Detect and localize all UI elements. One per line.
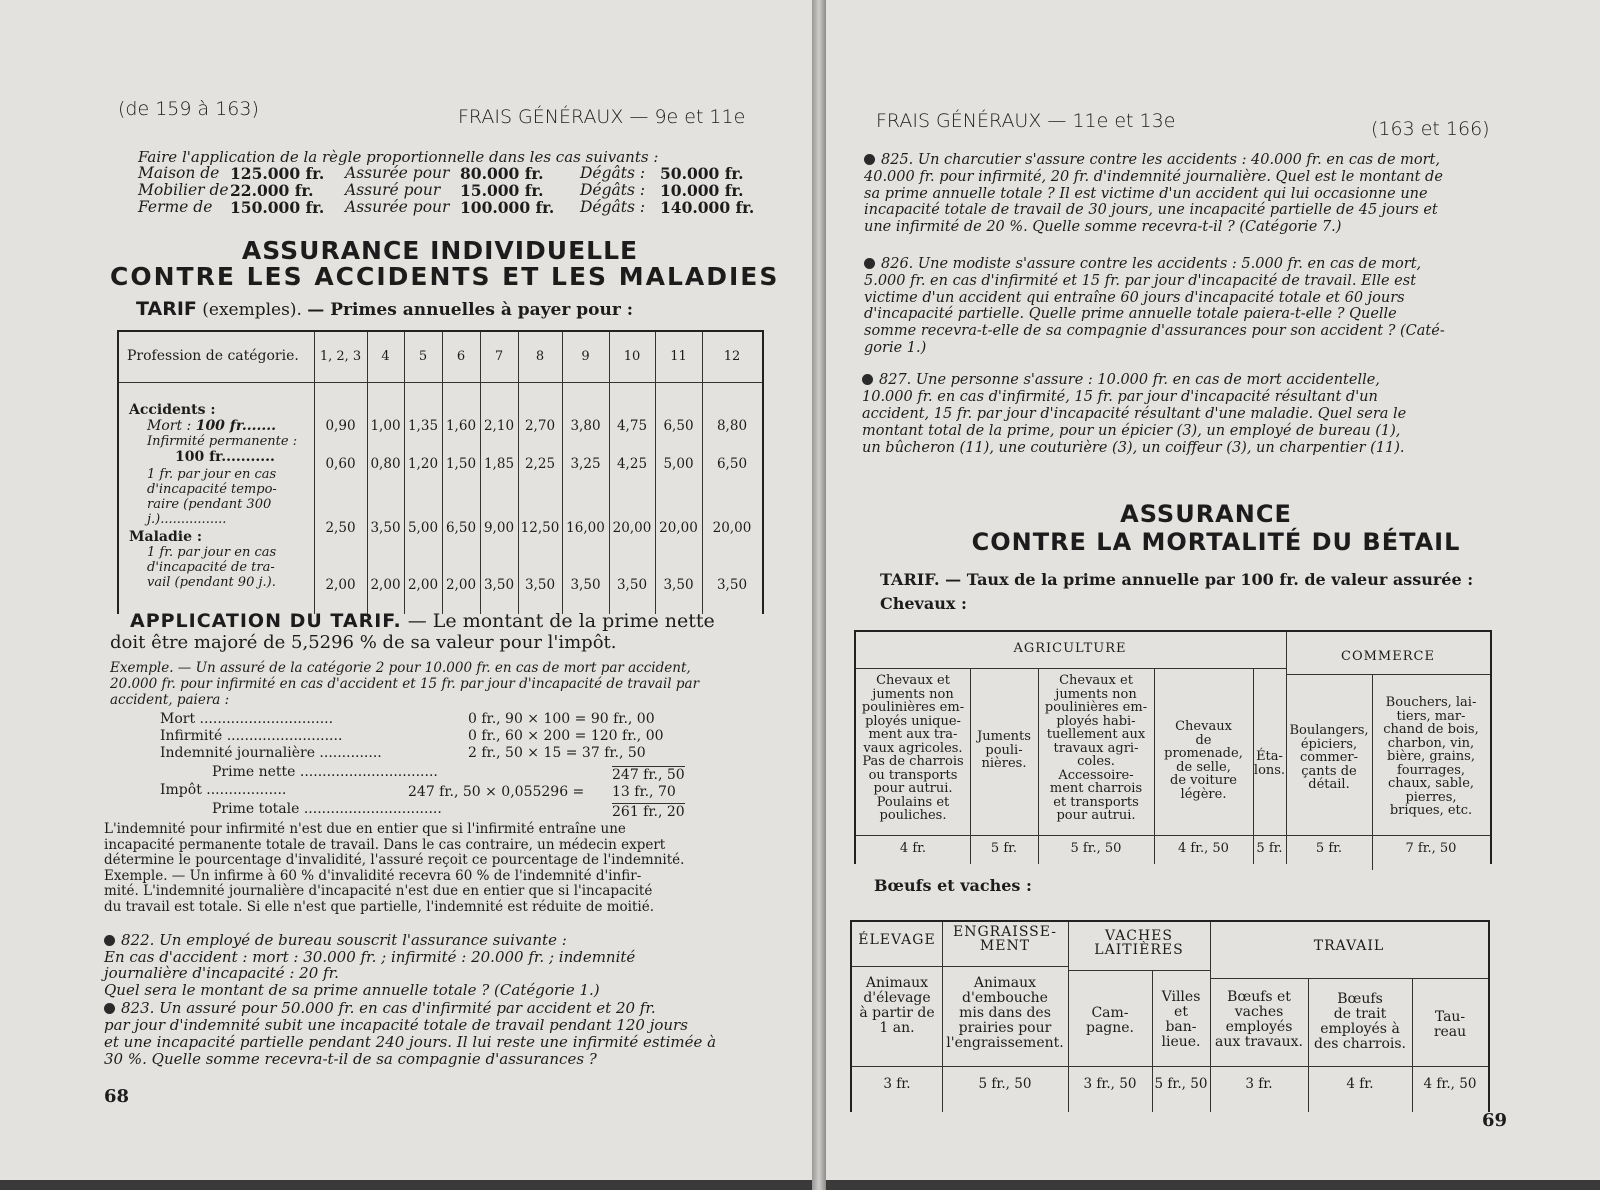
col-profession-header: Profession de catégorie.: [127, 348, 299, 364]
chevaux-desc-cell: [970, 730, 1038, 771]
case-cell: Assurée pour: [345, 164, 450, 182]
cell-line: 1 an.: [879, 1020, 915, 1036]
cell-line: pour autrui.: [873, 781, 953, 796]
cell-line: juments non: [872, 686, 954, 702]
chevaux-table: [854, 630, 1492, 864]
boeufs-header: [942, 926, 1068, 953]
case-cell: Assurée pour: [345, 198, 450, 216]
exercise-827: [862, 372, 1522, 457]
table-value: 3,50: [524, 577, 556, 593]
application-heading: APPLICATION DU TARIF. — Le montant de la prime nette: [130, 610, 715, 632]
cell-line: Boulangers,: [1289, 723, 1369, 738]
chevaux-desc-cell: [1286, 724, 1372, 792]
table-value: 16,00: [566, 520, 605, 536]
agriculture-header: AGRICULTURE: [1013, 641, 1127, 656]
table-value: 20,00: [612, 520, 652, 536]
cell-line: ÉLEVAGE: [858, 932, 936, 948]
cell-line: l'engraissement.: [946, 1035, 1064, 1051]
boeufs-desc-cell: [1308, 992, 1412, 1052]
boeufs-desc-cell: [1068, 1006, 1152, 1036]
table-value: 1,50: [445, 456, 477, 472]
right-header-title: FRAIS GÉNÉRAUX — 11e et 13e: [876, 110, 1176, 132]
exercise-822: [104, 932, 752, 998]
p823-line: 30 %. Quelle somme recevra-t-il de sa compagnie d'assurances ?: [104, 1050, 597, 1068]
cell-line: lieue.: [1161, 1034, 1201, 1050]
bullet-icon: [864, 258, 875, 269]
maladie-incapacity-label: [147, 545, 276, 590]
cell-line: à partir de: [859, 1005, 935, 1021]
cell-line: promenade,: [1164, 746, 1243, 761]
cell-line: ment charrois: [1049, 781, 1143, 796]
boeufs-header: [852, 934, 942, 948]
p825-line: sa prime annuelle totale ? Il est victime d'un accident qui lui occasionne une: [864, 185, 1428, 202]
case-cell: 10.000 fr.: [660, 181, 744, 200]
cell-line: d'élevage: [863, 990, 931, 1006]
p822-line: journalière d'incapacité : 20 fr.: [104, 964, 339, 982]
betail-title-1: ASSURANCE: [1120, 500, 1292, 528]
cell-line: ban-: [1165, 1019, 1197, 1035]
p823-line: et une incapacité partielle pendant 240 jours. Il lui reste une infirmité estimée à: [104, 1033, 717, 1051]
table-value: 20,00: [659, 520, 698, 536]
column-divider: [609, 332, 610, 614]
cell-line: de trait: [1333, 1006, 1387, 1022]
boeufs-desc-cell: [1412, 1010, 1488, 1040]
indemnity-line: Exemple. — Un infirme à 60 % d'invalidité recevra 60 % de l'indemnité d'infir-: [104, 867, 642, 884]
boeufs-rate: 4 fr., 50: [1423, 1076, 1477, 1092]
cell-line: nières.: [981, 756, 1027, 771]
prime-totale-value: 261 fr., 20: [612, 804, 685, 820]
cell-line: tuellement aux: [1046, 727, 1146, 742]
cell-line: briques, etc.: [1389, 803, 1473, 818]
table-value: 2,10: [483, 418, 515, 434]
case-cell: Maison de: [138, 164, 220, 182]
tarif-rest: — Primes annuelles à payer pour :: [307, 300, 633, 320]
indemnity-paragraph: [104, 822, 752, 915]
cell-line: pouliches.: [879, 808, 947, 823]
bullet-icon: [864, 154, 875, 165]
boeufs-rate: 3 fr.: [883, 1076, 911, 1092]
boeufs-header: [1210, 940, 1488, 954]
prime-nette-label: Prime nette ...............................: [212, 764, 438, 780]
page-number-right: 69: [1482, 1110, 1508, 1131]
cell-line: bière, grains,: [1387, 749, 1475, 764]
table-value: 5,00: [663, 456, 694, 472]
table-value: 4,75: [616, 418, 648, 434]
category-header: 4: [381, 349, 390, 364]
boeufs-header: [1068, 930, 1210, 957]
boeufs-rate: 3 fr., 50: [1083, 1076, 1137, 1092]
boeufs-rate: 5 fr., 50: [978, 1076, 1032, 1092]
label-line: d'incapacité de tra-: [147, 560, 275, 575]
table-value: 8,80: [716, 418, 748, 434]
table-value: 2,70: [524, 418, 556, 434]
category-header: 6: [456, 349, 466, 364]
table-value: 3,50: [570, 577, 601, 593]
category-header: 7: [494, 349, 504, 364]
table-value: 20,00: [712, 520, 752, 536]
cell-line: charbon, vin,: [1387, 735, 1475, 751]
cell-line: pouli-: [985, 742, 1023, 758]
table-value: 9,00: [483, 520, 515, 536]
table-value: 1,35: [407, 418, 439, 434]
commerce-header: COMMERCE: [1341, 649, 1435, 664]
p825-line: incapacité totale de travail de 30 jours, une incapacité partielle de 45 jours et: [864, 202, 1438, 219]
tarif-line: [136, 298, 633, 320]
cell-line: Accessoire-: [1058, 767, 1134, 783]
chevaux-desc-cell: [856, 674, 970, 823]
cell-line: ENGRAISSE-: [953, 924, 1057, 940]
chevaux-rate: 7 fr., 50: [1405, 841, 1457, 856]
boeufs-desc-cell: [1152, 990, 1210, 1050]
case-cell: Ferme de: [138, 198, 213, 216]
p827-line: un bûcheron (11), une couturière (3), un coiffeur (3), un charpentier (11).: [862, 440, 1405, 456]
cell-line: TRAVAIL: [1313, 938, 1385, 954]
cell-line: employés: [1225, 1019, 1293, 1035]
example-line: Exemple. — Un assuré de la catégorie 2 pour 10.000 fr. en cas de mort par accident,: [110, 660, 691, 676]
cell-line: MENT: [979, 937, 1031, 954]
exercise-823: [104, 1000, 752, 1068]
table-value: 0,80: [370, 456, 401, 472]
cell-line: ployés unique-: [865, 713, 961, 729]
table-value: 2,00: [445, 577, 477, 593]
chevaux-desc-cell: [1253, 750, 1286, 777]
table-value: 3,50: [716, 577, 748, 593]
cell-line: de voiture: [1170, 773, 1237, 788]
calc-label: Indemnité journalière ..............: [160, 745, 382, 761]
cell-line: poulinières em-: [1044, 700, 1148, 715]
cell-line: VACHES: [1104, 928, 1173, 944]
indemnity-line: mité. L'indemnité journalière d'incapacité n'est due en entier que si l'incapacité: [104, 883, 653, 899]
cell-line: Animaux: [865, 975, 929, 991]
case-cell: Dégâts :: [580, 164, 646, 182]
table-value: 1,20: [407, 456, 439, 472]
case-cell: 15.000 fr.: [460, 181, 544, 200]
calc-value: 2 fr., 50 × 15 = 37 fr., 50: [468, 745, 646, 761]
chevaux-rate: 5 fr.: [1256, 841, 1283, 856]
p822-line: Quel sera le montant de sa prime annuelle totale ? (Catégorie 1.): [104, 980, 600, 999]
exercise-intro: Faire l'application de la règle proportionnelle dans les cas suivants :: [138, 148, 659, 166]
p827-line: 827. Une personne s'assure : 10.000 fr. en cas de mort accidentelle,: [862, 372, 1522, 389]
p826-line: 5.000 fr. en cas d'infirmité et 15 fr. par jour d'incapacité de travail. Elle est: [864, 272, 1417, 289]
case-cell: 150.000 fr.: [230, 198, 325, 217]
table-value: 3,25: [570, 456, 601, 472]
mort-row-label: Mort : 100 fr.......: [147, 418, 277, 434]
case-cell: Dégâts :: [580, 198, 646, 216]
cell-line: et transports: [1053, 794, 1139, 810]
cell-line: mis dans des: [959, 1005, 1051, 1021]
cell-line: Tau-: [1434, 1009, 1466, 1025]
cell-line: ou transports: [868, 767, 958, 783]
table-value: 3,50: [663, 577, 694, 593]
boeufs-desc-cell: [852, 976, 942, 1036]
category-header: 8: [535, 349, 545, 364]
table-value: 2,50: [325, 520, 356, 536]
p825-line: 40.000 fr. pour infirmité, 20 fr. d'indemnité journalière. Quel est le montant de: [864, 168, 1443, 185]
table-value: 2,00: [407, 577, 439, 593]
example-line: accident, paiera :: [110, 692, 230, 708]
cell-line: LAITIÈRES: [1094, 941, 1184, 958]
category-header: 9: [581, 349, 590, 364]
p826-line: gorie 1.): [864, 339, 927, 356]
column-divider: [655, 332, 656, 614]
table-value: 6,50: [716, 456, 748, 472]
table-value: 4,25: [616, 456, 648, 472]
tarif-paren: (exemples).: [202, 300, 302, 320]
cell-line: légère.: [1180, 786, 1227, 802]
chevaux-rate: 5 fr., 50: [1070, 841, 1122, 856]
bullet-icon: [862, 374, 873, 385]
prime-nette-value: 247 fr., 50: [612, 767, 685, 783]
maladie-label: Maladie :: [129, 529, 203, 545]
p823-line: 823. Un assuré pour 50.000 fr. en cas d'infirmité par accident et 20 fr.: [104, 1000, 752, 1017]
cell-line: d'embouche: [962, 990, 1048, 1006]
example-paragraph: [110, 660, 750, 708]
book-gutter: [812, 0, 826, 1190]
boeufs-rate: 3 fr.: [1245, 1076, 1273, 1092]
table-value: 6,50: [445, 520, 477, 536]
cell-line: tiers, mar-: [1396, 708, 1466, 724]
boeufs-rate: 4 fr.: [1346, 1076, 1374, 1092]
accidents-label: Accidents :: [129, 402, 216, 418]
cell-line: Bœufs et: [1227, 989, 1291, 1005]
column-divider: [480, 332, 481, 614]
column-divider: [314, 332, 315, 614]
cell-line: poulinières em-: [861, 700, 965, 715]
section-title-2: CONTRE LES ACCIDENTS ET LES MALADIES: [110, 262, 780, 291]
cell-line: ment aux tra-: [868, 727, 958, 742]
left-header-title: FRAIS GÉNÉRAUX — 9e et 11e: [458, 106, 746, 128]
impot-value: 13 fr., 70: [612, 784, 676, 800]
column-divider: [442, 332, 443, 614]
cell-line: pagne.: [1085, 1020, 1135, 1036]
case-cell: 140.000 fr.: [660, 198, 755, 217]
cell-line: Villes: [1161, 989, 1201, 1005]
case-cell: 22.000 fr.: [230, 181, 314, 200]
p825-line: 825. Un charcutier s'assure contre les accidents : 40.000 fr. en cas de mort,: [864, 152, 1522, 169]
table-value: 1,00: [370, 418, 401, 434]
tarif-label: TARIF: [136, 298, 197, 320]
p827-line: 10.000 fr. en cas d'infirmité, 15 fr. par jour d'incapacité résultant d'un: [862, 389, 1378, 405]
cell-line: Bœufs: [1337, 991, 1383, 1007]
boeufs-rate: 5 fr., 50: [1154, 1076, 1208, 1092]
table-value: 3,50: [483, 577, 515, 593]
case-cell: 50.000 fr.: [660, 164, 744, 183]
cell-line: Pas de charrois: [862, 754, 964, 769]
cell-line: Animaux: [973, 975, 1037, 991]
cell-line: détail.: [1308, 777, 1350, 792]
cell-line: Poulains et: [876, 794, 950, 810]
exercise-826: [864, 256, 1522, 357]
section-title-1: ASSURANCE INDIVIDUELLE: [241, 236, 639, 265]
cell-line: prairies pour: [958, 1020, 1052, 1036]
table-value: 1,60: [445, 418, 477, 434]
table-value: 3,50: [616, 577, 648, 593]
cell-line: vaches: [1234, 1004, 1284, 1020]
chevaux-rate: 4 fr.: [899, 841, 927, 856]
case-cell: 80.000 fr.: [460, 164, 544, 183]
cell-line: lons.: [1253, 762, 1286, 778]
cell-line: çants de: [1301, 763, 1357, 779]
cell-line: juments non: [1055, 686, 1137, 702]
page-number-left: 68: [104, 1086, 130, 1107]
right-header-range: (163 et 166): [1371, 118, 1490, 140]
example-line: 20.000 fr. pour infirmité en cas d'accident et 15 fr. par jour d'incapacité de travail par: [110, 676, 700, 692]
chevaux-rate: 4 fr., 50: [1178, 841, 1229, 856]
chevaux-desc-cell: [1154, 720, 1253, 801]
chevaux-rate: 5 fr.: [990, 841, 1018, 856]
right-page: [826, 0, 1600, 1180]
table-value: 2,00: [370, 577, 401, 593]
cell-line: Éta-: [1256, 749, 1283, 764]
column-divider: [404, 332, 405, 614]
calc-label: Infirmité ..........................: [160, 728, 343, 744]
category-header: 10: [623, 349, 641, 364]
cell-line: employés à: [1320, 1021, 1400, 1037]
table-value: 0,90: [325, 418, 356, 434]
cell-line: Cam-: [1091, 1005, 1129, 1021]
rate-divider: [852, 1066, 1488, 1067]
application-line2: doit être majoré de 5,5296 % de sa valeur pour l'impôt.: [110, 632, 617, 653]
table-value: 3,80: [570, 418, 601, 434]
p826-line: d'incapacité partielle. Quelle prime annuelle totale paiera-t-elle ? Quelle: [864, 306, 1397, 323]
column-divider: [702, 332, 703, 614]
table-value: 12,50: [520, 520, 560, 536]
temporary-incapacity-label: [147, 467, 277, 527]
p825-line: une infirmité de 20 %. Quelle somme recevra-t-il ? (Catégorie 7.): [864, 219, 1342, 236]
left-header-range: (de 159 à 163): [118, 98, 259, 120]
category-header: 1, 2, 3: [319, 349, 362, 364]
boeufs-desc-cell: [1210, 990, 1308, 1050]
cell-line: coles.: [1077, 754, 1115, 769]
category-header: 11: [670, 349, 687, 364]
cell-line: vaux agricoles.: [863, 740, 963, 756]
table-value: 0,60: [325, 456, 356, 472]
indemnity-line: du travail est totale. Si elle n'est que partielle, l'indemnité est réduite de moitié.: [104, 898, 655, 915]
boeufs-desc-cell: [942, 976, 1068, 1051]
indemnity-line: L'indemnité pour infirmité n'est due en entier que si l'infirmité entraîne une: [104, 821, 626, 837]
table-value: 2,00: [325, 577, 356, 593]
column-divider: [562, 332, 563, 614]
chevaux-desc-cell: [1038, 674, 1154, 823]
label-line: j.)................: [147, 512, 227, 527]
p826-line: victime d'un accident qui entraîne 60 jours d'incapacité totale et 60 jours: [864, 289, 1405, 306]
table-value: 1,85: [483, 456, 515, 472]
indemnity-line: détermine le pourcentage d'invalidité, l'assuré reçoit ce pourcentage de l'indemnité.: [104, 852, 685, 868]
table-value: 5,00: [407, 520, 439, 536]
p826-line: 826. Une modiste s'assure contre les accidents : 5.000 fr. en cas de mort,: [864, 256, 1522, 273]
cell-line: épiciers,: [1300, 736, 1358, 752]
label-line: raire (pendant 300: [147, 497, 272, 512]
cell-line: de selle,: [1176, 759, 1231, 775]
accident-tariff-table: [117, 330, 764, 614]
boeufs-label: Bœufs et vaches :: [874, 876, 1032, 895]
cell-line: Chevaux: [1175, 719, 1232, 734]
infirmite-label: Infirmité permanente :: [147, 434, 298, 449]
cell-line: ployés habi-: [1056, 713, 1136, 729]
cell-line: chand de bois,: [1383, 722, 1479, 737]
case-cell: 100.000 fr.: [460, 198, 555, 217]
cell-line: Bouchers, lai-: [1385, 695, 1477, 710]
bullet-icon: [104, 1003, 115, 1014]
prime-totale-label: Prime totale ...............................: [212, 801, 442, 817]
label-line: vail (pendant 90 j.).: [147, 575, 276, 590]
boeufs-table: [850, 920, 1490, 1112]
impot-calc: 247 fr., 50 × 0,055296 =: [408, 784, 585, 800]
p822-line: En cas d'accident : mort : 30.000 fr. ; infirmité : 20.000 fr. ; indemnité: [104, 947, 636, 966]
chevaux-label: Chevaux :: [880, 594, 967, 613]
case-cell: Dégâts :: [580, 181, 646, 199]
cell-line: chaux, sable,: [1387, 776, 1475, 791]
calc-value: 0 fr., 90 × 100 = 90 fr., 00: [468, 711, 655, 727]
cell-line: Juments: [977, 729, 1031, 744]
header-divider: [1068, 970, 1210, 971]
category-header: 12: [723, 349, 741, 364]
cell-line: commer-: [1299, 750, 1359, 765]
p826-line: somme recevra-t-elle de sa compagnie d'assurances pour son accident ? (Caté-: [864, 323, 1445, 340]
cell-line: fourrages,: [1396, 762, 1465, 778]
calc-value: 0 fr., 60 × 200 = 120 fr., 00: [468, 728, 664, 744]
cell-line: Chevaux et: [876, 673, 950, 688]
cell-line: Chevaux et: [1059, 673, 1133, 688]
impot-label: Impôt ..................: [160, 782, 287, 798]
header-divider: [1210, 978, 1488, 979]
cell-line: de: [1195, 732, 1212, 748]
header-divider: [852, 966, 1068, 967]
table-value: 2,25: [524, 456, 556, 472]
chevaux-rate: 5 fr.: [1315, 841, 1343, 856]
p827-line: accident, 15 fr. par jour d'incapacité résultant d'une maladie. Quel sera le: [862, 406, 1407, 422]
case-cell: 125.000 fr.: [230, 164, 325, 183]
cell-line: et: [1174, 1004, 1188, 1020]
p822-line: 822. Un employé de bureau souscrit l'assurance suivante :: [104, 932, 752, 949]
indemnity-line: incapacité permanente totale de travail. Dans le cas contraire, un médecin expert: [104, 836, 666, 853]
p823-line: par jour d'indemnité subit une incapacité totale de travail pendant 120 jours: [104, 1016, 688, 1034]
cell-line: pierres,: [1405, 789, 1457, 805]
p827-line: montant total de la prime, pour un épicier (3), un employé de bureau (1),: [862, 423, 1401, 439]
calc-label: Mort ..............................: [160, 711, 334, 727]
chevaux-desc-cell: [1372, 696, 1490, 818]
table-value: 6,50: [663, 418, 694, 434]
column-divider: [367, 332, 368, 614]
column-divider: [518, 332, 519, 614]
exercise-825: [864, 152, 1522, 236]
cell-line: travaux agri-: [1053, 740, 1139, 756]
infirmite-value: 100 fr...........: [175, 449, 275, 465]
cell-line: aux travaux.: [1215, 1034, 1303, 1050]
table-value: 3,50: [370, 520, 401, 536]
cell-line: pour autrui.: [1056, 808, 1136, 823]
betail-tarif-line: TARIF. — Taux de la prime annuelle par 100 fr. de valeur assurée :: [880, 570, 1474, 589]
case-cell: Mobilier de: [138, 181, 229, 199]
category-header: 5: [418, 349, 428, 364]
label-line: 1 fr. par jour en cas: [147, 467, 277, 482]
bullet-icon: [104, 935, 115, 946]
label-line: 1 fr. par jour en cas: [147, 545, 277, 560]
cell-line: reau: [1433, 1024, 1467, 1040]
label-line: d'incapacité tempo-: [147, 482, 277, 497]
cell-line: des charrois.: [1313, 1036, 1406, 1052]
column-divider: [1412, 978, 1413, 1112]
betail-title-2: CONTRE LA MORTALITÉ DU BÉTAIL: [971, 528, 1461, 556]
case-cell: Assuré pour: [345, 181, 441, 199]
